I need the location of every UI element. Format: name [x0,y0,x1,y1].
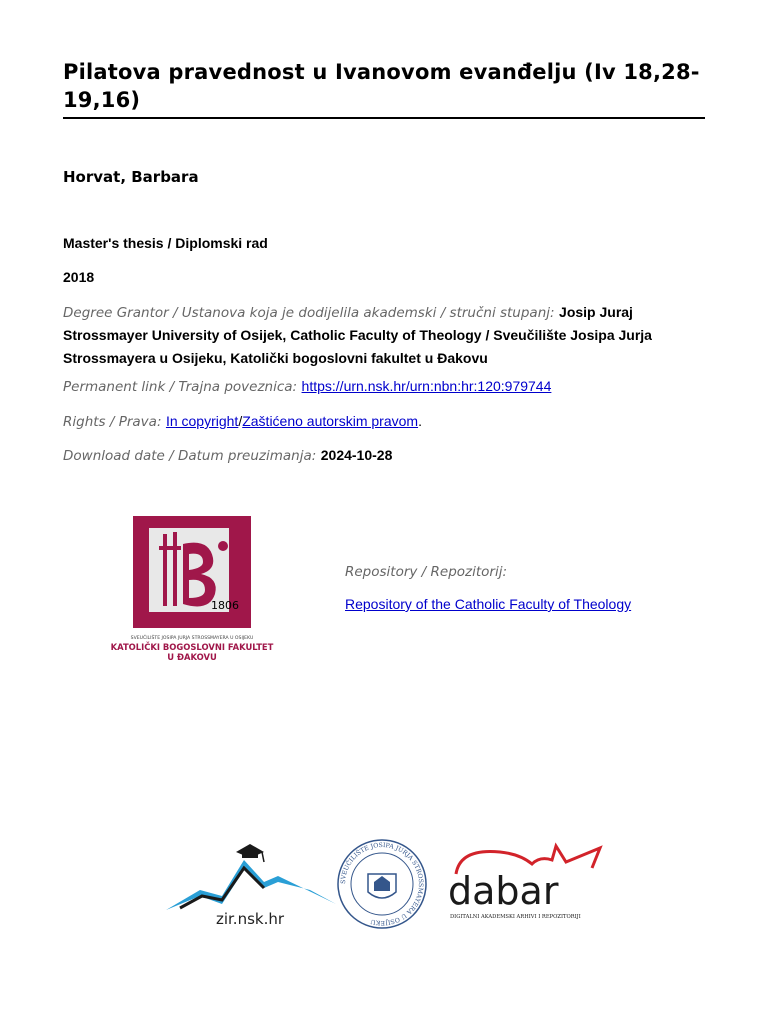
ktf-faculty-line: KATOLIČKI BOGOSLOVNI FAKULTET [110,642,274,652]
rights-statement [63,410,713,433]
rights-link-in-copyright[interactable]: In copyright [165,413,239,429]
title-divider [63,117,705,119]
thesis-type: Master's thesis / Diplomski rad [63,235,268,251]
download-date [63,444,713,467]
grantor-label: Degree Grantor / Ustanova koja je dodijelila akademski / stručni stupanj: [63,305,555,321]
permalink-label: Permanent link / Trajna poveznica: [63,379,298,395]
dabar-logo [448,846,600,920]
ktf-university-line: SVEUČILIŠTE JOSIPA JURJA STROSSMAYERA U OSIJEKU [130,636,254,641]
download-value: 2024-10-28 [320,447,393,463]
university-seal [338,840,426,928]
dabar-text: dabar [448,869,559,913]
rights-link-zasticeno[interactable]: Zaštićeno autorskim pravom [242,413,419,429]
repository-label-row [345,561,768,583]
seal-text: SVEUČILIŠTE JOSIPA JURJA STROSSMAYERA U OSIJEKU [339,841,425,927]
grantor-value: Josip Juraj Strossmayer University of Osijek, Catholic Faculty of Theology / Sveučilište Josipa Jurja Strossmayera u Osijeku, Katolički bogoslovni fakultet u Đakovu [63,304,652,366]
ktf-logo [103,510,281,662]
author-name: Horvat, Barbara [63,168,199,186]
ktf-city-line: U ĐAKOVU [167,652,217,662]
zir-logo [166,844,336,928]
rights-end: . [418,413,422,429]
permanent-link [63,375,713,398]
rights-label: Rights / Prava: [63,414,162,430]
document-title: Pilatova pravednost u Ivanovom evanđelju (Iv 18,28-19,16) [63,60,700,112]
rights-separator: / [238,413,243,429]
thesis-year: 2018 [63,269,95,285]
partner-logos [160,838,610,930]
degree-grantor [63,301,713,370]
repository-link[interactable]: Repository of the Catholic Faculty of Theology [345,596,632,612]
dabar-subtitle: DIGITALNI AKADEMSKI ARHIVI I REPOZITORIJI [450,914,581,920]
ktf-year: 1806 [211,599,239,612]
download-label: Download date / Datum preuzimanja: [63,448,317,464]
zir-text: zir.nsk.hr [215,910,285,928]
repository-label: Repository / Repozitorij: [345,564,508,580]
permalink-url[interactable]: https://urn.nsk.hr/urn:nbn:hr:120:979744 [301,378,552,394]
